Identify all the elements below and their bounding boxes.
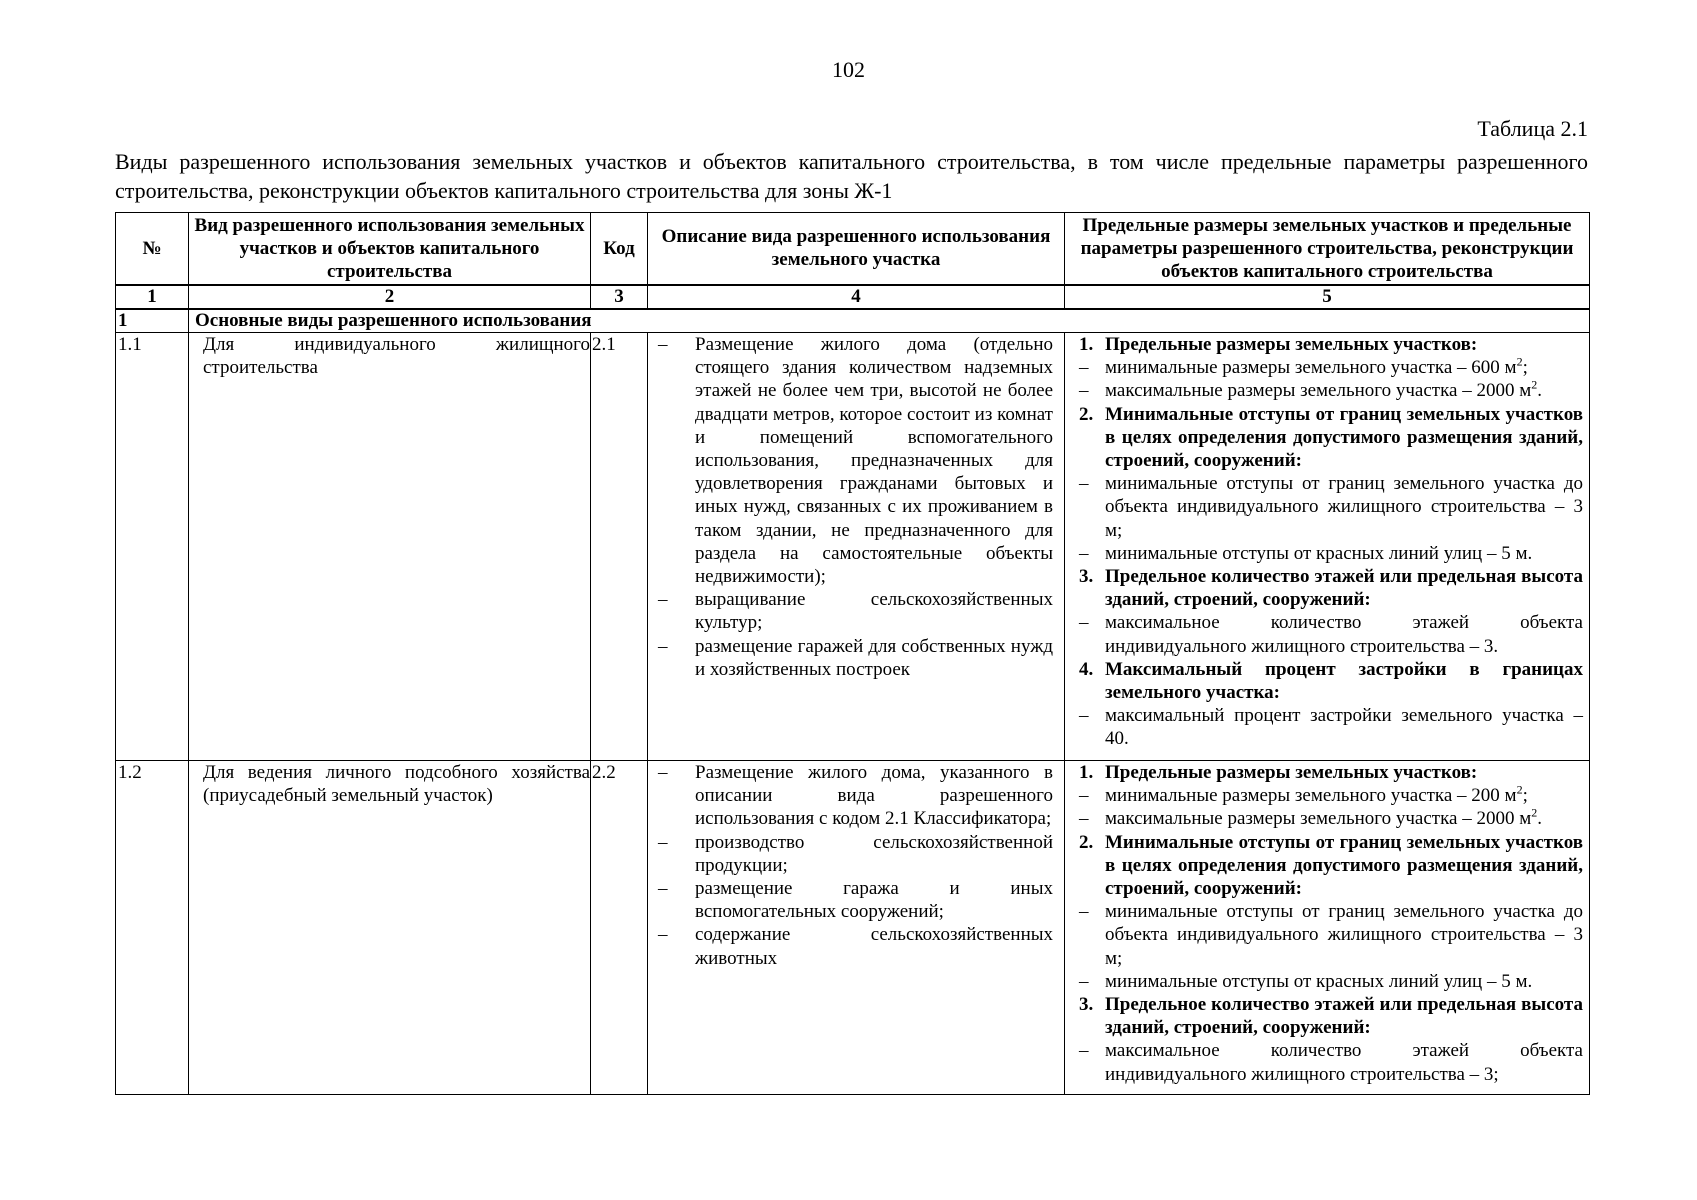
header-code: Код (591, 213, 648, 285)
header-use-type: Вид разрешенного использования земельных участков и объектов капитального строительства (189, 213, 591, 285)
use-type-name: Для ведения личного подсобного хозяйства (приусадебный земельный участок) (189, 761, 591, 1095)
param-heading: 3. Предельное количество этажей или предельная высота зданий, строений, сооружений: (1079, 994, 1583, 1039)
description-item: – размещение гаражей для собственных нужд и хозяйственных построек (658, 635, 1053, 681)
param-item: – максимальное количество этажей объекта индивидуального жилищного строительства – 3; (1079, 1039, 1583, 1085)
section-title: Основные виды разрешенного использования (189, 309, 1590, 333)
section-number: 1 (116, 309, 189, 333)
description-item: – Размещение жилого дома (отдельно стоящего здания количеством надземных этажей не более чем три, высотой не более двадцати метров, которое состоит из комнат и помещений вспомогательного использования, предназначенных для удовлетворения гражданами бытовых и иных нужд, связанных с их проживанием в таком здании, не предназначенного для раздела на самостоятельные объекты недвижимости); (658, 333, 1053, 588)
param-item: – минимальные отступы от границ земельного участка до объекта индивидуального жилищного строительства – 3 м; (1079, 900, 1583, 970)
row-number: 1.1 (116, 333, 189, 761)
column-number: 5 (1065, 285, 1590, 309)
column-number: 1 (116, 285, 189, 309)
column-number-row (116, 285, 1590, 309)
header-description: Описание вида разрешенного использования земельного участка (648, 213, 1065, 285)
param-item: – максимальное количество этажей объекта индивидуального жилищного строительства – 3. (1079, 611, 1583, 657)
param-item: – максимальный процент застройки земельного участка – 40. (1079, 704, 1583, 750)
param-item: – минимальные отступы от красных линий улиц – 5 м. (1079, 542, 1583, 565)
table-row (116, 333, 1590, 761)
table-caption: Таблица 2.1 (1477, 116, 1588, 141)
description-item: – выращивание сельскохозяйственных культур; (658, 588, 1053, 634)
param-item: – минимальные размеры земельного участка – 200 $м^2$; (1079, 784, 1583, 807)
column-number: 2 (189, 285, 591, 309)
param-item: – минимальные отступы от красных линий улиц – 5 м. (1079, 970, 1583, 993)
use-description (648, 761, 1065, 1095)
section-row (116, 309, 1590, 333)
param-heading: 4. Максимальный процент застройки в границах земельного участка: (1079, 658, 1583, 704)
param-item: – минимальные отступы от границ земельного участка до объекта индивидуального жилищного строительства – 3 м; (1079, 472, 1583, 542)
header-parameters: Предельные размеры земельных участков и предельные параметры разрешенного строительства, реконструкции объектов капитального строительства (1065, 213, 1590, 285)
land-use-table (115, 212, 1590, 1095)
param-heading: 3. Предельное количество этажей или предельная высота зданий, строений, сооружений: (1079, 566, 1583, 611)
use-description (648, 333, 1065, 761)
use-parameters (1065, 761, 1590, 1095)
param-item: – максимальные размеры земельного участка – 2000 $м^2$. (1079, 807, 1583, 830)
param-heading: 2. Минимальные отступы от границ земельных участков в целях определения допустимого размещения зданий, строений, сооружений: (1079, 831, 1583, 900)
row-number: 1.2 (116, 761, 189, 1095)
description-item: – содержание сельскохозяйственных животных (658, 923, 1053, 969)
column-number: 3 (591, 285, 648, 309)
table-title: Виды разрешенного использования земельных участков и объектов капитального строительства, в том числе предельные параметры разрешенного строительства, реконструкции объектов капитального строительства для зоны Ж-1 (115, 149, 1588, 203)
description-item: – размещение гаража и иных вспомогательных сооружений; (658, 877, 1053, 923)
header-row (116, 213, 1590, 285)
param-heading: 1. Предельные размеры земельных участков: (1079, 762, 1478, 783)
table-row (116, 761, 1590, 1095)
description-item: – Размещение жилого дома, указанного в описании вида разрешенного использования с кодом 2.1 Классификатора; (658, 761, 1053, 831)
description-item: – производство сельскохозяйственной продукции; (658, 831, 1053, 877)
param-item: – максимальные размеры земельного участка – 2000 $м^2$. (1079, 379, 1583, 402)
param-item: – минимальные размеры земельного участка – 600 $м^2$; (1079, 356, 1583, 379)
page-number: 102 (832, 57, 865, 82)
column-number: 4 (648, 285, 1065, 309)
use-type-code: 2.1 (591, 333, 648, 761)
use-parameters (1065, 333, 1590, 761)
header-number: № (116, 213, 189, 285)
use-type-code: 2.2 (591, 761, 648, 1095)
param-heading: 2. Минимальные отступы от границ земельных участков в целях определения допустимого размещения зданий, строений, сооружений: (1079, 403, 1583, 472)
use-type-name: Для индивидуального жилищного строительства (189, 333, 591, 761)
param-heading: 1. Предельные размеры земельных участков: (1079, 334, 1478, 355)
